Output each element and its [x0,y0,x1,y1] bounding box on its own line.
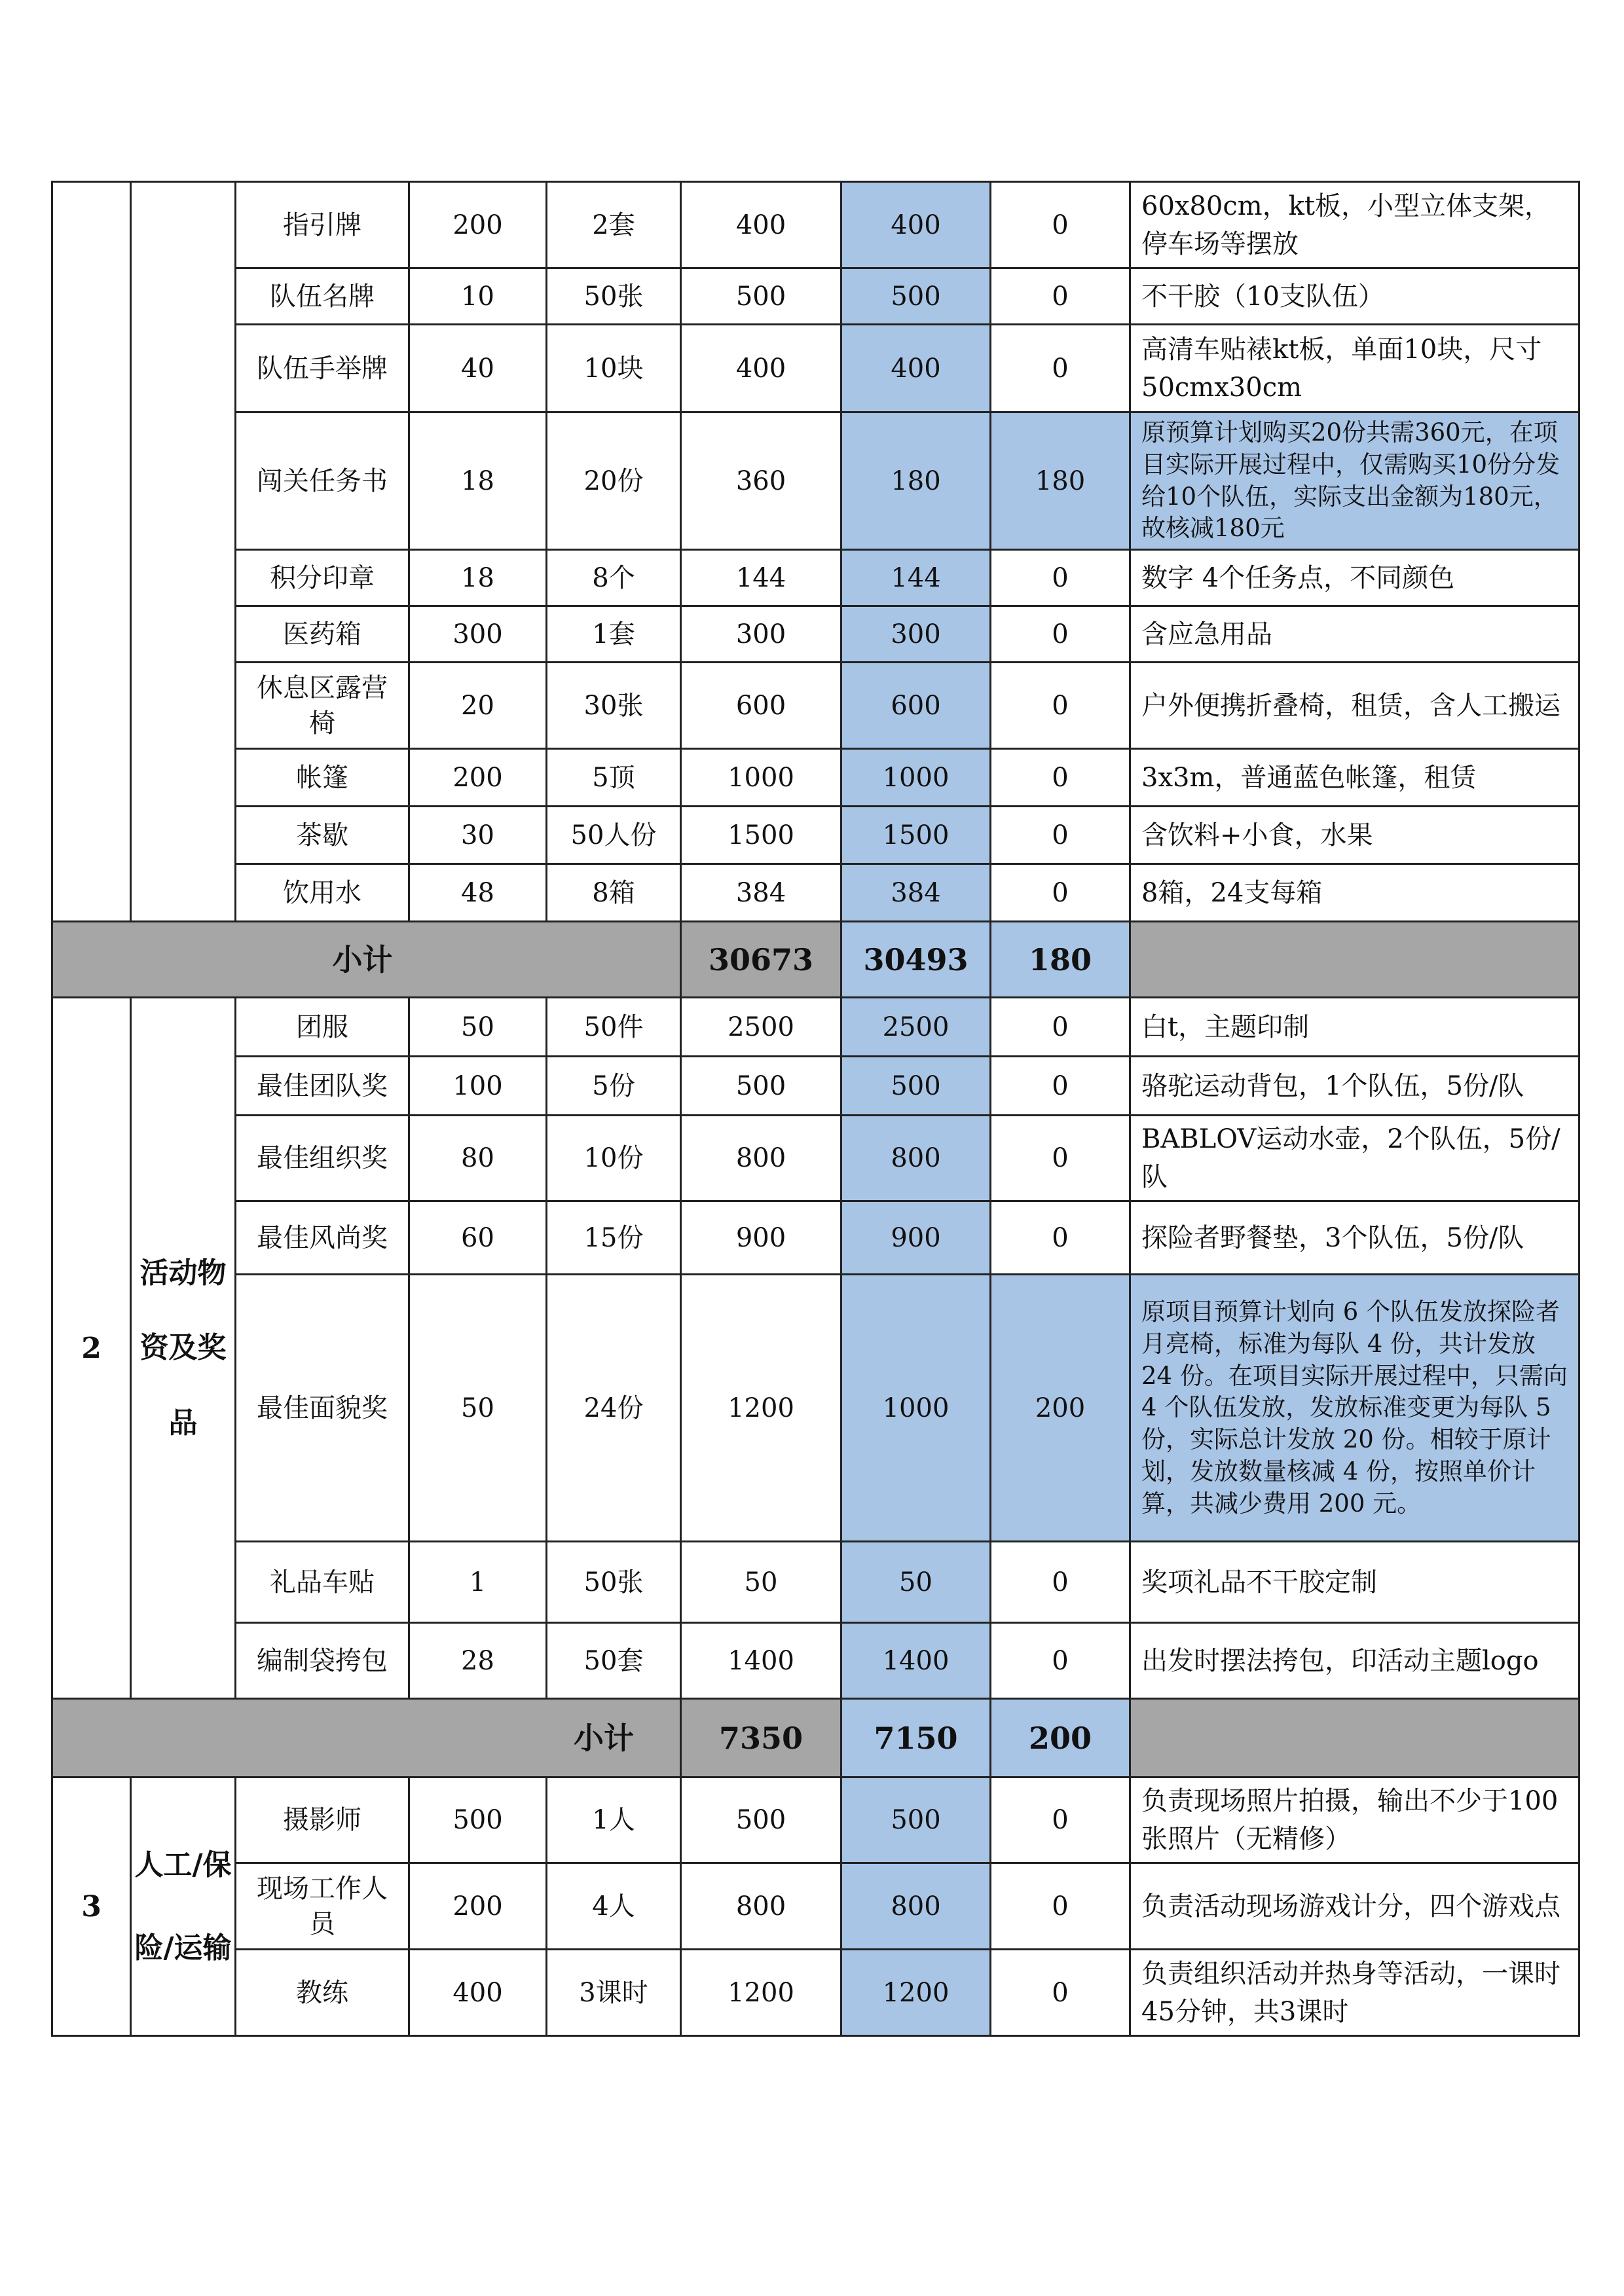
table-row [52,268,1579,325]
budget-amount: 900 [681,1201,841,1275]
budget-amount: 1500 [681,807,841,864]
subtotal-remark [1130,1699,1579,1777]
table-row [52,998,1579,1057]
remark: 含应急用品 [1130,606,1579,663]
reduction-amount: 0 [991,998,1130,1057]
budget-amount: 400 [681,325,841,412]
remark: 60x80cm，kt板，小型立体支架，停车场等摆放 [1130,182,1579,268]
table-row [52,1950,1579,2036]
table-row [52,749,1579,807]
subtotal-row [52,1699,1579,1777]
remark: 含饮料+小食，水果 [1130,807,1579,864]
quantity: 4人 [547,1863,681,1950]
reduction-amount: 0 [991,268,1130,325]
subtotal-remark [1130,922,1579,998]
remark: 出发时摆法挎包，印活动主题logo [1130,1623,1579,1699]
item-name: 最佳面貌奖 [236,1275,409,1542]
actual-amount: 2500 [841,998,991,1057]
subtotal-actual: 7150 [841,1699,991,1777]
remark: 奖项礼品不干胶定制 [1130,1542,1579,1623]
table-row [52,1275,1579,1542]
unit-price: 60 [409,1201,547,1275]
table-row [52,1777,1579,1863]
reduction-amount: 0 [991,1777,1130,1863]
item-name: 教练 [236,1950,409,2036]
actual-amount: 600 [841,663,991,749]
unit-price: 20 [409,663,547,749]
quantity: 1人 [547,1777,681,1863]
budget-table [51,181,1580,2037]
unit-price: 48 [409,864,547,922]
reduction-amount: 0 [991,1950,1130,2036]
subtotal-label: 小计 [52,1699,681,1777]
actual-amount: 500 [841,1057,991,1116]
remark: 原预算计划购买20份共需360元，在项目实际开展过程中，仅需购买10份分发给10个队伍，实际支出金额为180元，故核减180元 [1130,412,1579,550]
table-row [52,1201,1579,1275]
item-name: 团服 [236,998,409,1057]
table-row [52,1863,1579,1950]
section-2-number: 2 [52,998,131,1699]
unit-price: 10 [409,268,547,325]
reduction-amount: 0 [991,749,1130,807]
budget-amount: 500 [681,268,841,325]
remark: 骆驼运动背包，1个队伍，5份/队 [1130,1057,1579,1116]
reduction-amount: 0 [991,606,1130,663]
table-row [52,663,1579,749]
reduction-amount: 0 [991,550,1130,606]
actual-amount: 1500 [841,807,991,864]
budget-amount: 500 [681,1057,841,1116]
unit-price: 80 [409,1116,547,1201]
unit-price: 200 [409,749,547,807]
actual-amount: 900 [841,1201,991,1275]
actual-amount: 50 [841,1542,991,1623]
quantity: 50件 [547,998,681,1057]
quantity: 3课时 [547,1950,681,2036]
actual-amount: 1200 [841,1950,991,2036]
quantity: 50张 [547,1542,681,1623]
table-row [52,1057,1579,1116]
item-name: 队伍手举牌 [236,325,409,412]
table-row [52,1542,1579,1623]
remark: 8箱，24支每箱 [1130,864,1579,922]
actual-amount: 500 [841,1777,991,1863]
actual-amount: 1400 [841,1623,991,1699]
unit-price: 18 [409,412,547,550]
remark: 数字 4个任务点，不同颜色 [1130,550,1579,606]
remark: 白t，主题印制 [1130,998,1579,1057]
actual-amount: 1000 [841,749,991,807]
section-1-number-cell [52,182,131,922]
item-name: 现场工作人员 [236,1863,409,1950]
quantity: 50人份 [547,807,681,864]
section-1-category-cell [131,182,236,922]
quantity: 50套 [547,1623,681,1699]
reduction-amount: 0 [991,325,1130,412]
reduction-amount: 0 [991,1863,1130,1950]
actual-amount: 384 [841,864,991,922]
table-row [52,807,1579,864]
subtotal-label: 小计 [52,922,681,998]
quantity: 30张 [547,663,681,749]
table-row [52,1116,1579,1201]
unit-price: 400 [409,1950,547,2036]
budget-amount: 300 [681,606,841,663]
item-name: 茶歇 [236,807,409,864]
reduction-amount: 0 [991,1542,1130,1623]
item-name: 最佳风尚奖 [236,1201,409,1275]
actual-amount: 1000 [841,1275,991,1542]
table-row [52,1623,1579,1699]
table-row [52,864,1579,922]
subtotal-row [52,922,1579,998]
reduction-amount: 0 [991,1116,1130,1201]
item-name: 编制袋挎包 [236,1623,409,1699]
actual-amount: 800 [841,1116,991,1201]
unit-price: 18 [409,550,547,606]
budget-amount: 50 [681,1542,841,1623]
budget-amount: 800 [681,1863,841,1950]
table-row [52,325,1579,412]
item-name: 礼品车贴 [236,1542,409,1623]
quantity: 5份 [547,1057,681,1116]
remark: 探险者野餐垫，3个队伍，5份/队 [1130,1201,1579,1275]
actual-amount: 400 [841,182,991,268]
table-row [52,412,1579,550]
unit-price: 30 [409,807,547,864]
quantity: 15份 [547,1201,681,1275]
remark: 3x3m，普通蓝色帐篷，租赁 [1130,749,1579,807]
budget-amount: 384 [681,864,841,922]
remark: 高清车贴裱kt板，单面10块，尺寸50cmx30cm [1130,325,1579,412]
item-name: 队伍名牌 [236,268,409,325]
subtotal-budget: 7350 [681,1699,841,1777]
budget-amount: 800 [681,1116,841,1201]
budget-amount: 1200 [681,1275,841,1542]
actual-amount: 300 [841,606,991,663]
quantity: 10块 [547,325,681,412]
remark: 原项目预算计划向 6 个队伍发放探险者月亮椅，标准为每队 4 份，共计发放 24 份。在项目实际开展过程中，只需向 4 个队伍发放，发放标准变更为每队 5 份，实际总计发放 20 份。相较于原计划，发放数量核减 4 份，按照单价计算，共减少费用 200 元。 [1130,1275,1579,1542]
unit-price: 1 [409,1542,547,1623]
unit-price: 200 [409,182,547,268]
reduction-amount: 0 [991,663,1130,749]
quantity: 20份 [547,412,681,550]
unit-price: 100 [409,1057,547,1116]
subtotal-budget: 30673 [681,922,841,998]
item-name: 最佳团队奖 [236,1057,409,1116]
actual-amount: 500 [841,268,991,325]
quantity: 1套 [547,606,681,663]
item-name: 饮用水 [236,864,409,922]
item-name: 摄影师 [236,1777,409,1863]
reduction-amount: 0 [991,182,1130,268]
remark: 户外便携折叠椅，租赁，含人工搬运 [1130,663,1579,749]
budget-amount: 600 [681,663,841,749]
reduction-amount: 0 [991,864,1130,922]
item-name: 最佳组织奖 [236,1116,409,1201]
quantity: 8箱 [547,864,681,922]
actual-amount: 180 [841,412,991,550]
budget-amount: 2500 [681,998,841,1057]
quantity: 50张 [547,268,681,325]
remark: 负责现场照片拍摄，输出不少于100张照片（无精修） [1130,1777,1579,1863]
unit-price: 50 [409,998,547,1057]
actual-amount: 400 [841,325,991,412]
budget-amount: 1400 [681,1623,841,1699]
remark: 负责组织活动并热身等活动，一课时45分钟，共3课时 [1130,1950,1579,2036]
subtotal-reduction: 180 [991,922,1130,998]
budget-amount: 360 [681,412,841,550]
table-row [52,550,1579,606]
budget-amount: 400 [681,182,841,268]
quantity: 5顶 [547,749,681,807]
item-name: 医药箱 [236,606,409,663]
remark: 不干胶（10支队伍） [1130,268,1579,325]
budget-amount: 1200 [681,1950,841,2036]
section-3-number: 3 [52,1777,131,2036]
unit-price: 40 [409,325,547,412]
item-name: 休息区露营椅 [236,663,409,749]
budget-amount: 1000 [681,749,841,807]
item-name: 帐篷 [236,749,409,807]
section-3-category: 人工/保险/运输 [131,1777,236,2036]
subtotal-reduction: 200 [991,1699,1130,1777]
remark: 负责活动现场游戏计分，四个游戏点 [1130,1863,1579,1950]
subtotal-actual: 30493 [841,922,991,998]
item-name: 指引牌 [236,182,409,268]
actual-amount: 800 [841,1863,991,1950]
unit-price: 500 [409,1777,547,1863]
reduction-amount: 200 [991,1275,1130,1542]
actual-amount: 144 [841,550,991,606]
unit-price: 300 [409,606,547,663]
table-row [52,606,1579,663]
reduction-amount: 180 [991,412,1130,550]
reduction-amount: 0 [991,1201,1130,1275]
quantity: 10份 [547,1116,681,1201]
reduction-amount: 0 [991,1057,1130,1116]
section-2-category: 活动物资及奖品 [131,998,236,1699]
table-row [52,182,1579,268]
quantity: 8个 [547,550,681,606]
item-name: 积分印章 [236,550,409,606]
unit-price: 200 [409,1863,547,1950]
unit-price: 50 [409,1275,547,1542]
item-name: 闯关任务书 [236,412,409,550]
budget-amount: 500 [681,1777,841,1863]
budget-amount: 144 [681,550,841,606]
reduction-amount: 0 [991,807,1130,864]
unit-price: 28 [409,1623,547,1699]
remark: BABLOV运动水壶，2个队伍，5份/队 [1130,1116,1579,1201]
quantity: 24份 [547,1275,681,1542]
quantity: 2套 [547,182,681,268]
reduction-amount: 0 [991,1623,1130,1699]
